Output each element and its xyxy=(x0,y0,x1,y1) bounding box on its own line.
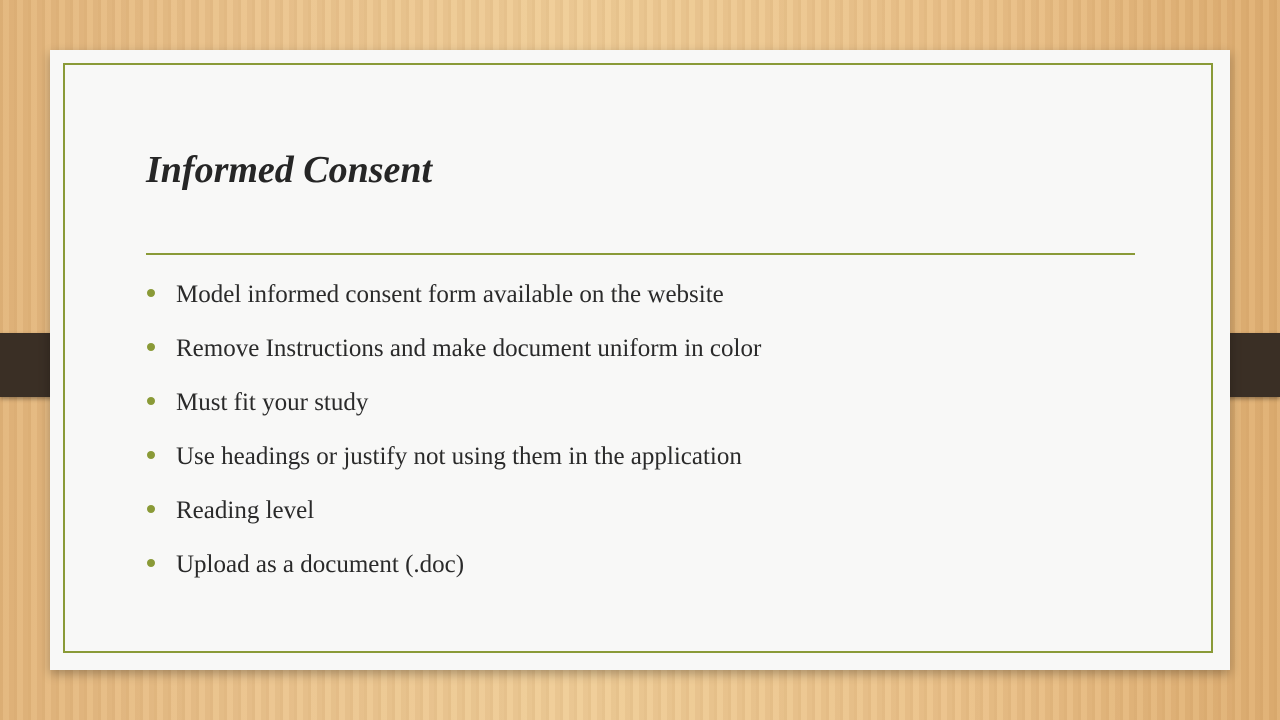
bullet-dot-icon xyxy=(147,397,155,405)
bullet-dot-icon xyxy=(147,451,155,459)
bullet-text: Upload as a document (.doc) xyxy=(176,551,465,578)
bullet-dot-icon xyxy=(147,559,155,567)
bullet-item xyxy=(146,438,761,492)
bullet-item xyxy=(146,492,761,546)
title-divider xyxy=(146,253,1135,255)
bullet-list xyxy=(146,276,761,600)
bullet-item xyxy=(146,330,761,384)
bullet-text: Use headings or justify not using them in the application xyxy=(176,443,742,470)
bullet-item xyxy=(146,384,761,438)
bullet-item xyxy=(146,276,761,330)
bullet-text: Must fit your study xyxy=(176,389,369,416)
slide xyxy=(50,50,1230,670)
slide-title: Informed Consent xyxy=(146,149,433,191)
bullet-dot-icon xyxy=(147,289,155,297)
bullet-text: Model informed consent form available on the website xyxy=(176,281,724,308)
bullet-dot-icon xyxy=(147,343,155,351)
bullet-text: Remove Instructions and make document uniform in color xyxy=(176,335,762,362)
bullet-item xyxy=(146,546,761,600)
bullet-text: Reading level xyxy=(176,497,315,524)
bullet-dot-icon xyxy=(147,505,155,513)
